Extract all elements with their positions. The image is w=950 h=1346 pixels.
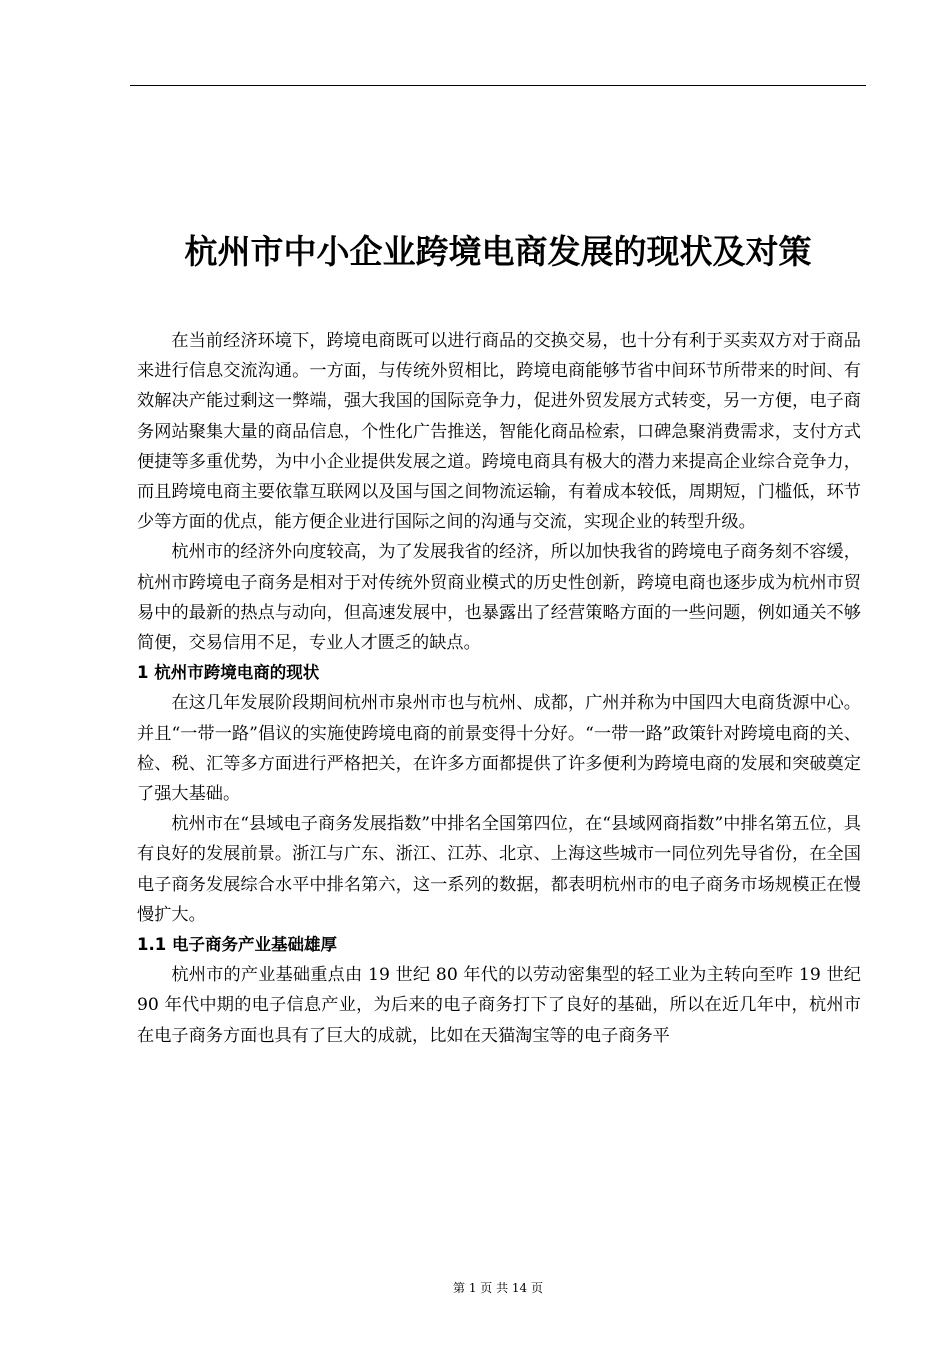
body-paragraph: 杭州市的经济外向度较高，为了发展我省的经济，所以加快我省的跨境电子商务刻不容缓，杭州市跨境电子商务是相对于对传统外贸商业模式的历史性创新，跨境电商也逐步成为杭州市贸易中的最新的热点与动向，但高速发展中，也暴露出了经营策略方面的一些问题，例如通关不够简便，交易信用不足，专业人才匮乏的缺点。 — [137, 542, 861, 654]
header-rule — [130, 85, 866, 86]
page-number-footer: 第 1 页 共 14 页 — [453, 1281, 543, 1295]
body-paragraph: 杭州市在“县域电子商务发展指数”中排名全国第四位，在“县域网商指数”中排名第五位，具有良好的发展前景。浙江与广东、浙江、江苏、北京、上海这些城市一同位列先导省份，在全国电子商务发展综合水平中排名第六，这一系列的数据，都表明杭州市的电子商务市场规模正在慢慢扩大。 — [137, 814, 861, 925]
subsection-heading: 1.1 电子商务产业基础雄厚 — [137, 935, 337, 955]
body-paragraph: 在当前经济环境下，跨境电商既可以进行商品的交换交易，也十分有利于买卖双方对于商品来进行信息交流沟通。一方面，与传统外贸相比，跨境电商能够节省中间环节所带来的时间、有效解决产能过剩这一弊端，强大我国的国际竞争力，促进外贸发展方式转变，另一方便，电子商务网站聚集大量的商品信息，个性化广告推送，智能化商品检索，口碑急聚消费需求，支付方式便捷等多重优势，为中小企业提供发展之道。跨境电商具有极大的潜力来提高企业综合竞争力，而且跨境电商主要依靠互联网以及国与国之间物流运输，有着成本较低，周期短，门槛低，环节少等方面的优点，能方便企业进行国际之间的沟通与交流，实现企业的转型升级。 — [137, 331, 861, 533]
body-paragraph: 在这几年发展阶段期间杭州市泉州市也与杭州、成都，广州并称为中国四大电商货源中心。并且“一带一路”倡议的实施使跨境电商的前景变得十分好。“一带一路”政策针对跨境电商的关、检、税、汇等多方面进行严格把关，在许多方面都提供了许多便利为跨境电商的发展和突破奠定了强大基础。 — [137, 693, 861, 805]
section-heading: 1 杭州市跨境电商的现状 — [137, 663, 320, 683]
document-body — [137, 326, 861, 1051]
document-title: 杭州市中小企业跨境电商发展的现状及对策 — [184, 232, 812, 271]
body-paragraph: 杭州市的产业基础重点由 19 世纪 80 年代的以劳动密集型的轻工业为主转向至咋 19 世纪 90 年代中期的电子信息产业，为后来的电子商务打下了良好的基础，所以在近几年中，杭州市在电子商务方面也具有了巨大的成就，比如在天猫淘宝等的电子商务平 — [137, 965, 861, 1046]
